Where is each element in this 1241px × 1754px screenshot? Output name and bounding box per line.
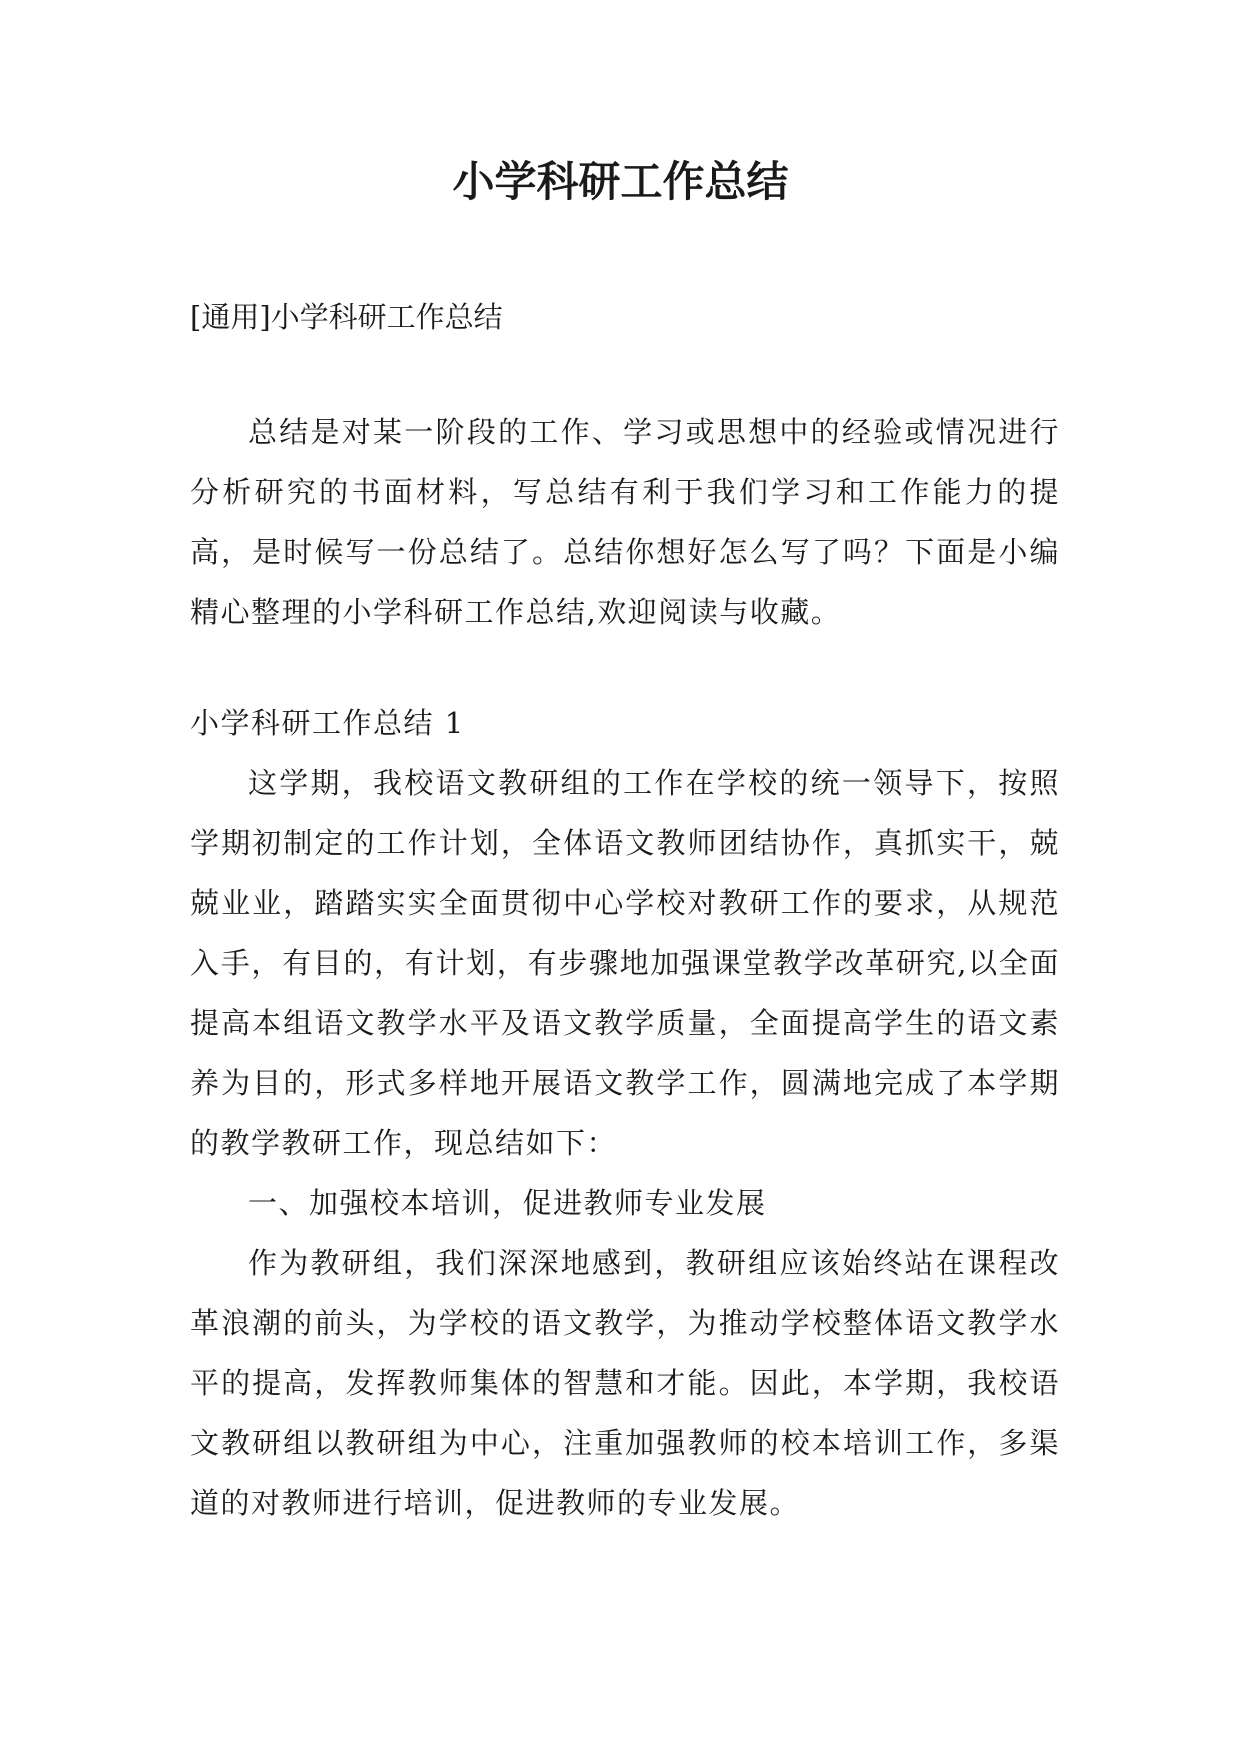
intro-paragraph: 总结是对某一阶段的工作、学习或思想中的经验或情况进行分析研究的书面材料，写总结有利于我们学习和工作能力的提高，是时候写一份总结了。总结你想好怎么写了吗？下面是小编精心整理的小学科研工作总结,欢迎阅读与收藏。 (190, 415, 1060, 629)
document-title: 小学科研工作总结 (452, 157, 789, 206)
section-paragraph: 这学期，我校语文教研组的工作在学校的统一领导下，按照学期初制定的工作计划，全体语文教师团结协作，真抓实干，兢兢业业，踏踏实实全面贯彻中心学校对教研工作的要求，从规范入手，有目的，有计划，有步骤地加强课堂教学改革研究,以全面提高本组语文教学水平及语文教学质量，全面提高学生的语文素养为目的，形式多样地开展语文教学工作，圆满地完成了本学期的教学教研工作，现总结如下： (190, 766, 1060, 1160)
section-heading: 小学科研工作总结 1 (190, 706, 465, 740)
section-1 (190, 693, 1060, 1533)
document-subtitle: [通用]小学科研工作总结 (190, 300, 503, 334)
section-paragraph: 作为教研组，我们深深地感到，教研组应该始终站在课程改革浪潮的前头，为学校的语文教学，为推动学校整体语文教学水平的提高，发挥教师集体的智慧和才能。因此，本学期，我校语文教研组以教研组为中心，注重加强教师的校本培训工作，多渠道的对教师进行培训，促进教师的专业发展。 (190, 1246, 1060, 1520)
section-subheading: 一、加强校本培训，促进教师专业发展 (248, 1186, 767, 1220)
